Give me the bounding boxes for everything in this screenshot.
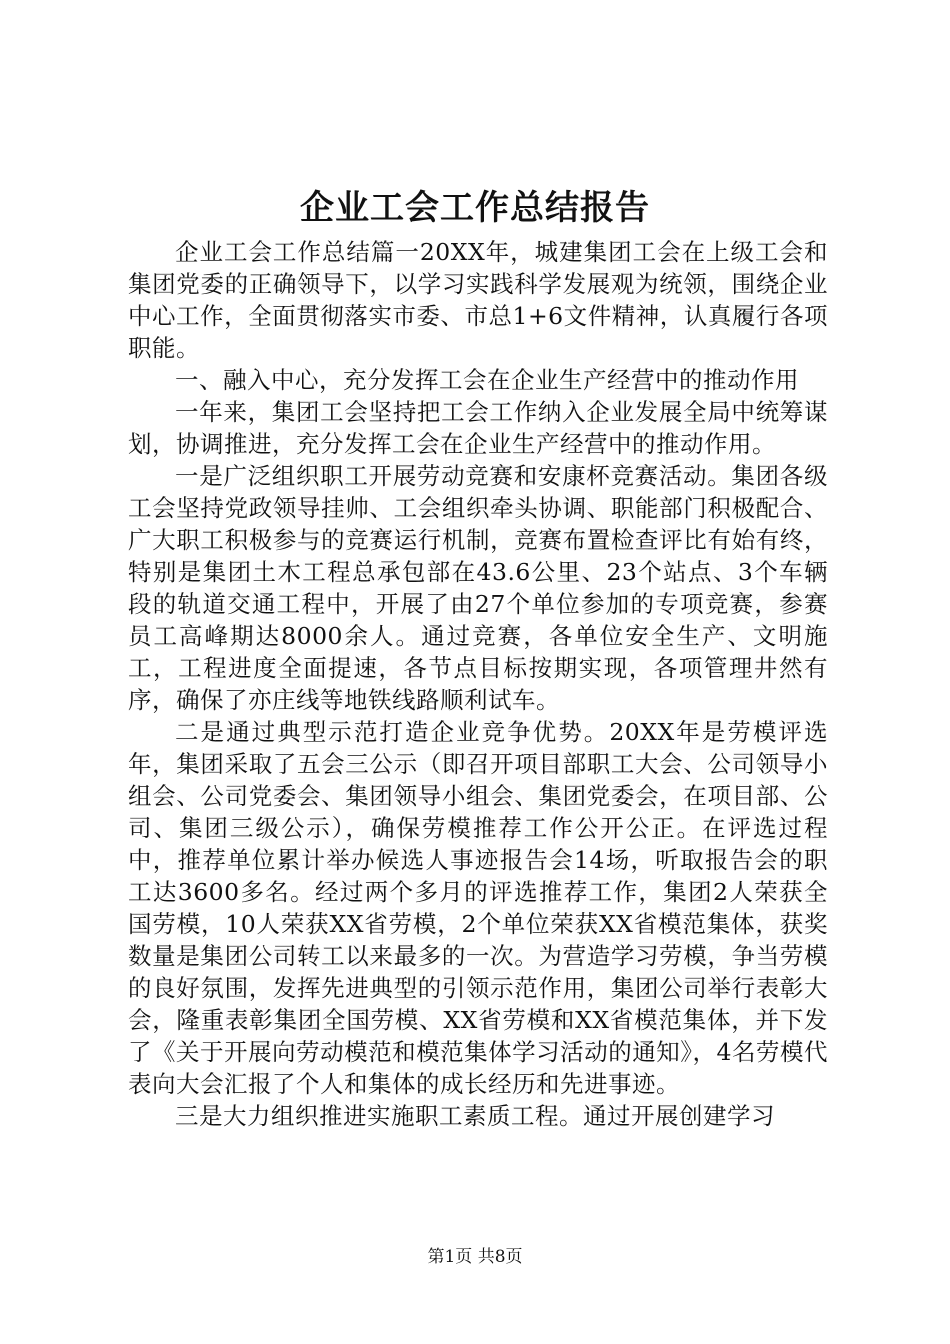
page-footer: 第1页 共8页 [427,1247,523,1267]
paragraph-intro: 企业工会工作总结篇一20XX年，城建集团工会在上级工会和集团党委的正确领导下，以学习实践科学发展观为统领，围绕企业中心工作，全面贯彻落实市委、市总1+6文件精神，认真履行各项职能。 [128,238,828,362]
paragraph-point-two: 二是通过典型示范打造企业竞争优势。20XX年是劳模评选年，集团采取了五会三公示（即召开项目部职工大会、公司领导小组会、公司党委会、集团领导小组会、集团党委会，在项目部、公司、集团三级公示），确保劳模推荐工作公开公正。在评选过程中，推荐单位累计举办候选人事迹报告会14场，听取报告会的职工达3600多名。经过两个多月的评选推荐工作，集团2人荣获全国劳模，10人荣获XX省劳模，2个单位荣获XX省模范集体，获奖数量是集团公司转工以来最多的一次。为营造学习劳模，争当劳模的良好氛围，发挥先进典型的引领示范作用，集团公司举行表彰大会，隆重表彰集团全国劳模、XX省劳模和XX省模范集体，并下发了《关于开展向劳动模范和模范集体学习活动的通知》，4名劳模代表向大会汇报了个人和集体的成长经历和先进事迹。 [128,718,828,1098]
paragraph-section-heading: 一、融入中心，充分发挥工会在企业生产经营中的推动作用 [175,366,799,394]
paragraph-overview: 一年来，集团工会坚持把工会工作纳入企业发展全局中统筹谋划，协调推进，充分发挥工会在企业生产经营中的推动作用。 [128,398,828,458]
paragraph-point-one: 一是广泛组织职工开展劳动竞赛和安康杯竞赛活动。集团各级工会坚持党政领导挂帅、工会组织牵头协调、职能部门积极配合、广大职工积极参与的竞赛运行机制，竞赛布置检查评比有始有终，特别是集团土木工程总承包部在43.6公里、23个站点、3个车辆段的轨道交通工程中，开展了由27个单位参加的专项竞赛，参赛员工高峰期达8000余人。通过竞赛，各单位安全生产、文明施工，工程进度全面提速，各节点目标按期实现，各项管理井然有序，确保了亦庄线等地铁线路顺利试车。 [128,462,828,714]
paragraph-point-three: 三是大力组织推进实施职工素质工程。通过开展创建学习 [175,1102,775,1130]
document-body [128,236,828,1132]
document-title: 企业工会工作总结报告 [300,188,650,228]
